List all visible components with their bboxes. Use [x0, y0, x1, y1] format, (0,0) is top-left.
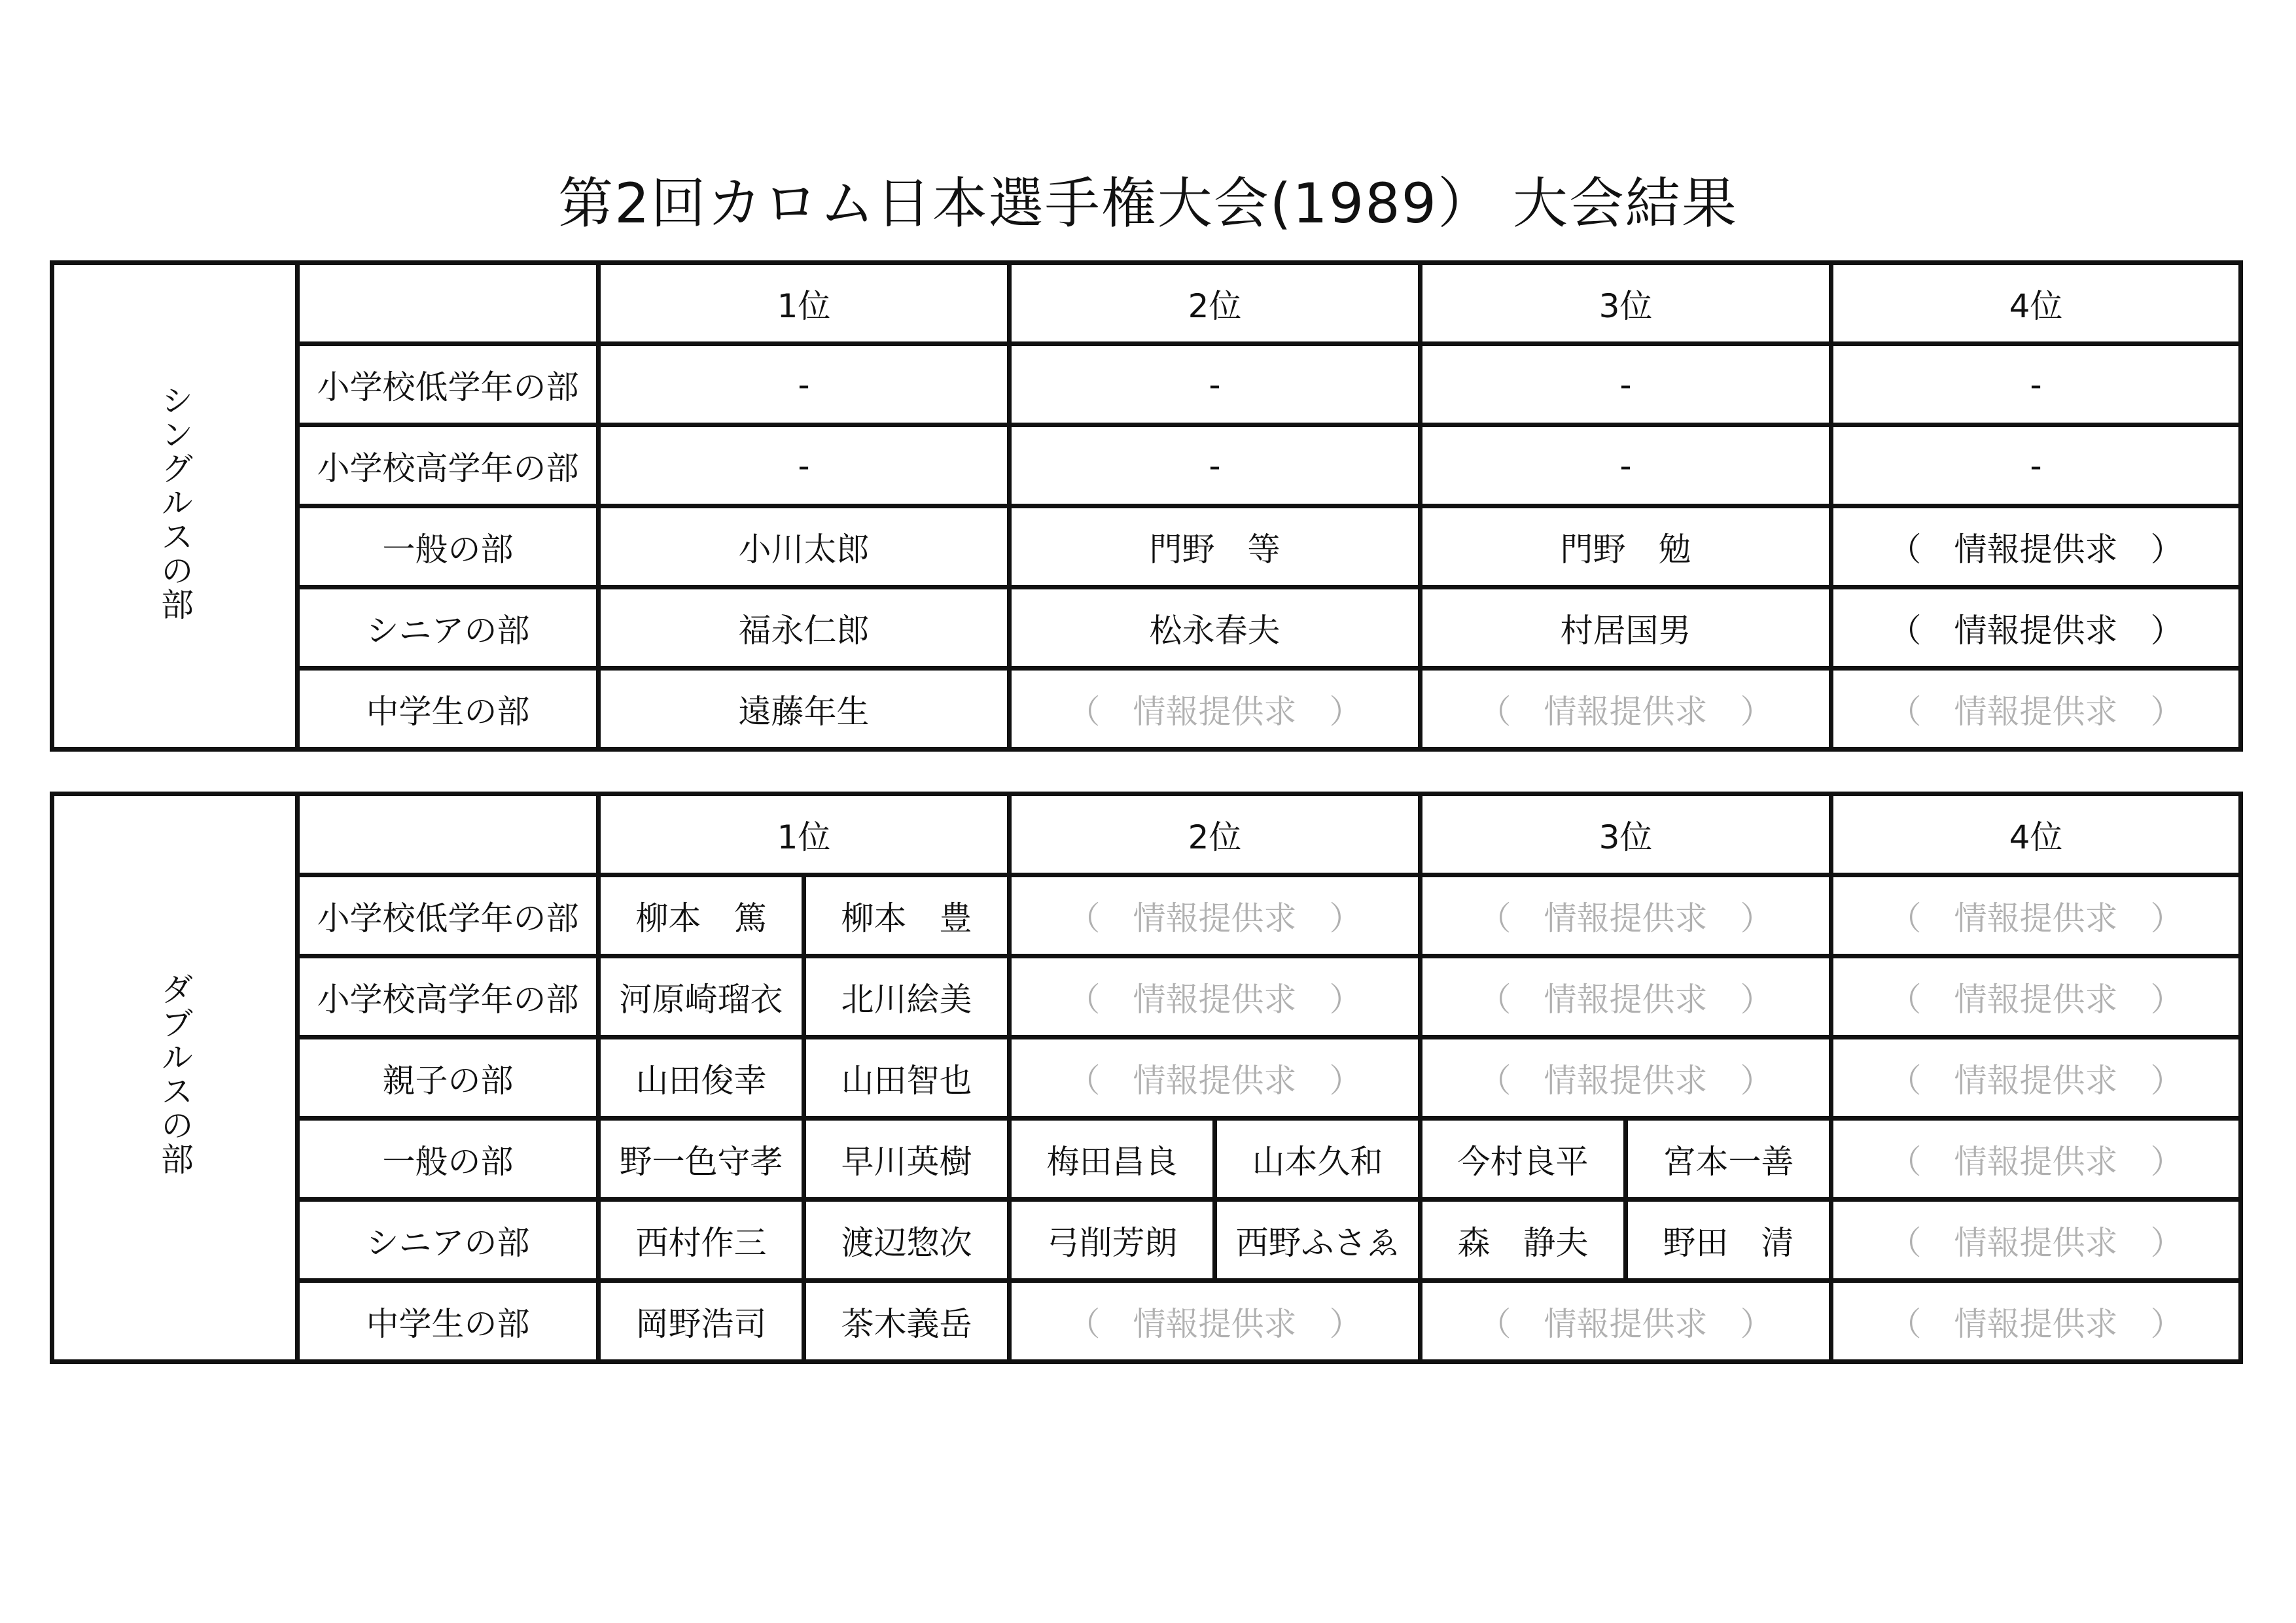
result-cell: 小川太郎 — [599, 506, 1010, 587]
info-request-cell: （ 情報提供求 ） — [1010, 956, 1421, 1038]
category-label: 小学校低学年の部 — [298, 344, 599, 425]
result-cell: - — [1421, 425, 1831, 506]
player-cell: 早川英樹 — [804, 1119, 1010, 1200]
table-header-row — [52, 794, 2241, 875]
result-cell: 福永仁郎 — [599, 587, 1010, 669]
table-row — [52, 956, 2241, 1038]
rank-header: 4位 — [1831, 263, 2241, 344]
info-request-cell: （ 情報提供求 ） — [1010, 875, 1421, 956]
section-label-text: ダブルスの部 — [156, 971, 194, 1176]
player-cell: 茶木義岳 — [804, 1281, 1010, 1362]
player-cell: 北川絵美 — [804, 956, 1010, 1038]
result-cell: - — [1831, 425, 2241, 506]
result-cell: - — [599, 344, 1010, 425]
table-row — [52, 1200, 2241, 1281]
category-label: 小学校高学年の部 — [298, 425, 599, 506]
category-label: 中学生の部 — [298, 1281, 599, 1362]
player-cell: 今村良平 — [1421, 1119, 1626, 1200]
info-request-cell: （ 情報提供求 ） — [1421, 1281, 1831, 1362]
info-request-cell: （ 情報提供求 ） — [1831, 1119, 2241, 1200]
singles-table — [50, 260, 2243, 752]
rank-header: 4位 — [1831, 794, 2241, 875]
header-corner-cell — [298, 263, 599, 344]
rank-header: 3位 — [1421, 794, 1831, 875]
table-row — [52, 1119, 2241, 1200]
player-cell: 森 静夫 — [1421, 1200, 1626, 1281]
result-cell: - — [1831, 344, 2241, 425]
table-row — [52, 506, 2241, 587]
info-request-cell: （ 情報提供求 ） — [1831, 956, 2241, 1038]
result-cell: - — [1010, 344, 1421, 425]
category-label: 一般の部 — [298, 1119, 599, 1200]
info-request-cell: （ 情報提供求 ） — [1010, 1038, 1421, 1119]
result-cell: 遠藤年生 — [599, 669, 1010, 750]
category-label: 小学校低学年の部 — [298, 875, 599, 956]
player-cell: 山田智也 — [804, 1038, 1010, 1119]
info-request-cell: （ 情報提供求 ） — [1010, 1281, 1421, 1362]
table-row — [52, 344, 2241, 425]
info-request-cell: （ 情報提供求 ） — [1831, 587, 2241, 669]
info-request-cell: （ 情報提供求 ） — [1421, 956, 1831, 1038]
header-corner-cell — [298, 794, 599, 875]
rank-header: 2位 — [1010, 263, 1421, 344]
player-cell: 宮本一善 — [1626, 1119, 1831, 1200]
player-cell: 野田 清 — [1626, 1200, 1831, 1281]
info-request-cell: （ 情報提供求 ） — [1010, 669, 1421, 750]
section-label-text: シングルスの部 — [156, 383, 194, 621]
player-cell: 西村作三 — [599, 1200, 804, 1281]
category-label: 中学生の部 — [298, 669, 599, 750]
player-cell: 岡野浩司 — [599, 1281, 804, 1362]
table-row — [52, 1038, 2241, 1119]
result-cell: - — [1010, 425, 1421, 506]
info-request-cell: （ 情報提供求 ） — [1831, 1200, 2241, 1281]
player-cell: 弓削芳朗 — [1010, 1200, 1215, 1281]
rank-header: 1位 — [599, 263, 1010, 344]
rank-header: 3位 — [1421, 263, 1831, 344]
category-label: シニアの部 — [298, 587, 599, 669]
rank-header: 2位 — [1010, 794, 1421, 875]
player-cell: 山本久和 — [1215, 1119, 1421, 1200]
result-cell: 村居国男 — [1421, 587, 1831, 669]
rank-header: 1位 — [599, 794, 1010, 875]
singles-section-label — [52, 263, 298, 750]
info-request-cell: （ 情報提供求 ） — [1421, 875, 1831, 956]
table-header-row — [52, 263, 2241, 344]
category-label: 小学校高学年の部 — [298, 956, 599, 1038]
table-row — [52, 1281, 2241, 1362]
result-cell: 門野 勉 — [1421, 506, 1831, 587]
info-request-cell: （ 情報提供求 ） — [1421, 1038, 1831, 1119]
info-request-cell: （ 情報提供求 ） — [1831, 506, 2241, 587]
doubles-section-label — [52, 794, 298, 1362]
result-cell: 門野 等 — [1010, 506, 1421, 587]
table-row — [52, 587, 2241, 669]
category-label: シニアの部 — [298, 1200, 599, 1281]
result-cell: 松永春夫 — [1010, 587, 1421, 669]
category-label: 一般の部 — [298, 506, 599, 587]
player-cell: 渡辺惣次 — [804, 1200, 1010, 1281]
table-row — [52, 875, 2241, 956]
table-row — [52, 669, 2241, 750]
result-cell: - — [1421, 344, 1831, 425]
result-cell: - — [599, 425, 1010, 506]
info-request-cell: （ 情報提供求 ） — [1831, 669, 2241, 750]
player-cell: 西野ふさゑ — [1215, 1200, 1421, 1281]
info-request-cell: （ 情報提供求 ） — [1831, 875, 2241, 956]
player-cell: 野一色守孝 — [599, 1119, 804, 1200]
player-cell: 梅田昌良 — [1010, 1119, 1215, 1200]
player-cell: 山田俊幸 — [599, 1038, 804, 1119]
table-row — [52, 425, 2241, 506]
info-request-cell: （ 情報提供求 ） — [1421, 669, 1831, 750]
info-request-cell: （ 情報提供求 ） — [1831, 1281, 2241, 1362]
player-cell: 河原崎瑠衣 — [599, 956, 804, 1038]
info-request-cell: （ 情報提供求 ） — [1831, 1038, 2241, 1119]
player-cell: 柳本 篤 — [599, 875, 804, 956]
page-title: 第2回カロム日本選手権大会(1989） 大会結果 — [558, 171, 1738, 236]
player-cell: 柳本 豊 — [804, 875, 1010, 956]
doubles-table — [50, 792, 2243, 1364]
category-label: 親子の部 — [298, 1038, 599, 1119]
